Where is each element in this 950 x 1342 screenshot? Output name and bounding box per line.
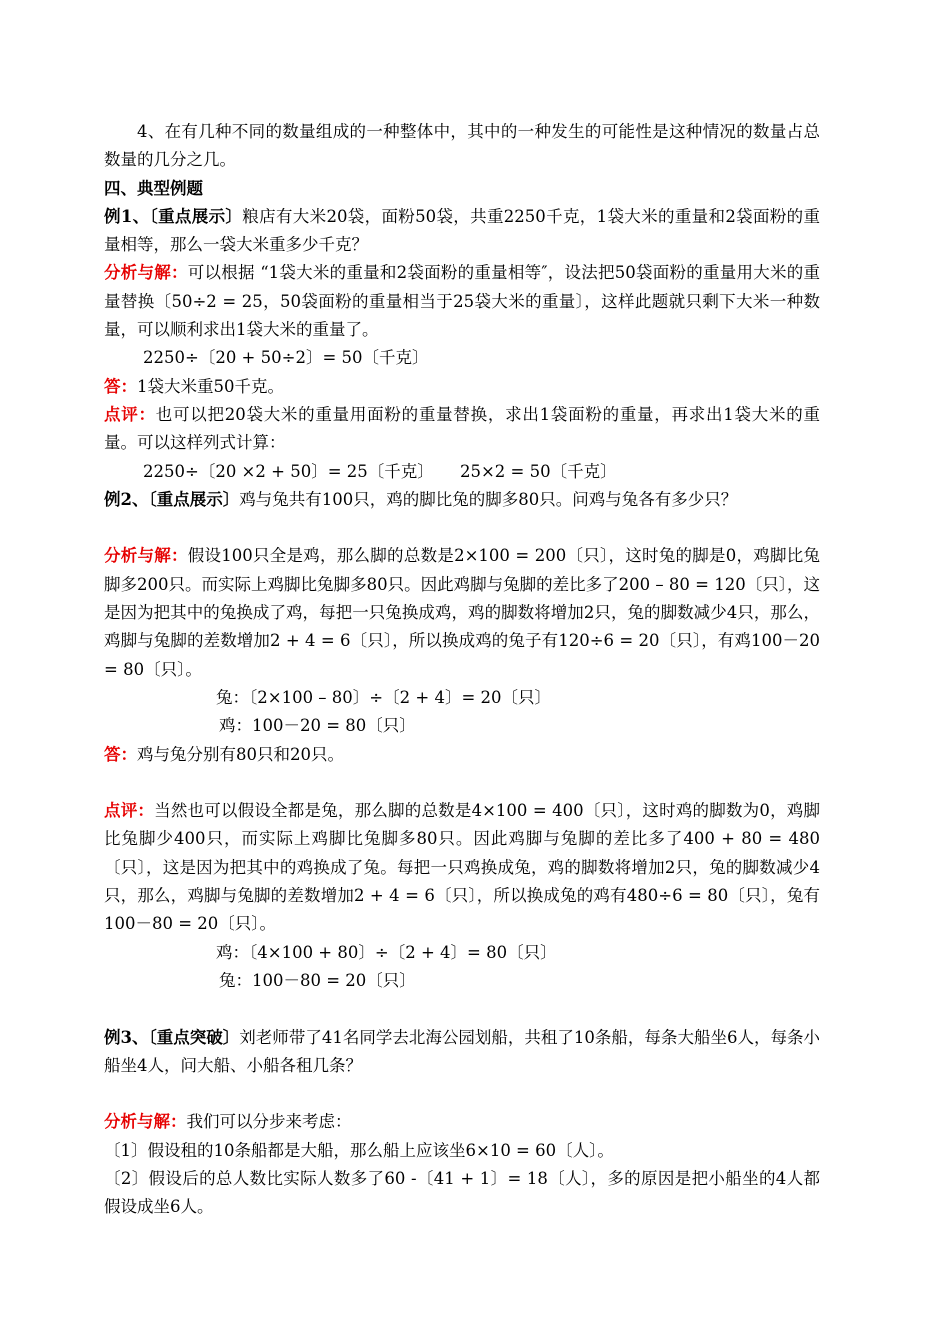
comment-label: 点评： xyxy=(104,404,156,424)
answer-text: 鸡与兔分别有80只和20只。 xyxy=(137,744,344,764)
analysis-text: 可以根据 “1袋大米的重量和2袋面粉的重量相等″，设法把50袋面粉的重量用大米的重量替换〔50÷2 = 25，50袋面粉的重量相当于25袋大米的重量〕，这样此题就只剩下大米一种数量，可以顺利求出1袋大米的重量了。 xyxy=(104,263,821,340)
analysis-label: 分析与解： xyxy=(104,263,188,283)
section-heading: 四、典型例题 xyxy=(104,178,203,198)
example-3-question xyxy=(104,1024,820,1081)
paragraph-probability: 4、在有几种不同的数量组成的一种整体中，其中的一种发生的可能性是这种情况的数量占总数量的几分之几。 xyxy=(104,122,820,170)
example-1-formula-2: 2250÷〔20 ×2 + 50〕= 25〔千克〕 25×2 = 50〔千克〕 xyxy=(143,461,617,481)
comment-text: 也可以把20袋大米的重量用面粉的重量替换，求出1袋面粉的重量，再求出1袋大米的重量。可以这样列式计算： xyxy=(104,404,820,453)
example-1-text: 粮店有大米20袋，面粉50袋，共重2250千克，1袋大米的重量和2袋面粉的重量相等，那么一袋大米重多少千克？ xyxy=(104,206,820,255)
example-2-comment xyxy=(104,797,820,938)
example-1-question xyxy=(104,203,820,260)
example-1-answer xyxy=(104,373,820,401)
example-2-formula-1: 兔：〔2×100 – 80〕÷〔2 + 4〕= 20〔只〕 xyxy=(216,687,552,707)
analysis-label: 分析与解： xyxy=(104,1112,187,1132)
example-2-formula-2: 鸡：100－20 = 80〔只〕 xyxy=(219,716,416,736)
answer-label: 答： xyxy=(104,744,137,764)
example-3-label: 例3、〔重点突破〕 xyxy=(104,1027,240,1047)
example-2-formula-4: 兔：100－80 = 20〔只〕 xyxy=(219,970,416,990)
example-3-step-1: 〔1〕假设租的10条船都是大船，那么船上应该坐6×10 = 60〔人〕。 xyxy=(104,1140,614,1160)
answer-text: 1袋大米重50千克。 xyxy=(137,376,284,396)
example-1-label: 例1、〔重点展示〕 xyxy=(104,206,243,226)
answer-label: 答： xyxy=(104,376,137,396)
example-2-text: 鸡与兔共有100只，鸡的脚比兔的脚多80只。问鸡与兔各有多少只？ xyxy=(239,489,738,509)
example-1-comment xyxy=(104,401,820,458)
example-2-analysis xyxy=(104,542,820,683)
analysis-text: 假设100只全是鸡，那么脚的总数是2×100 = 200〔只〕，这时兔的脚是0，鸡脚比兔脚多200只。而实际上鸡脚比兔脚多80只。因此鸡脚与兔脚的差比多了200 – 80 = 120〔只〕，这是因为把其中的兔换成了鸡，每把一只兔换成鸡，鸡的脚数将增加2只，兔的脚数减少4只，那么，鸡脚与兔脚的差数增加2 + 4 = 6〔只〕，所以换成鸡的兔子有120÷6 = 20〔只〕，有鸡100－20 = 80〔只〕。 xyxy=(104,546,821,679)
comment-label: 点评： xyxy=(104,801,155,821)
blank-line xyxy=(104,995,820,1023)
document-page xyxy=(104,118,820,1222)
example-1-analysis xyxy=(104,259,820,344)
example-1-formula: 2250÷〔20 + 50÷2〕= 50〔千克〕 xyxy=(143,348,429,368)
blank-line xyxy=(104,769,820,797)
analysis-label: 分析与解： xyxy=(104,546,188,566)
blank-line xyxy=(104,514,820,542)
example-3-analysis xyxy=(104,1108,820,1136)
comment-text: 当然也可以假设全都是兔，那么脚的总数是4×100 = 400〔只〕，这时鸡的脚数为0，鸡脚比兔脚少400只，而实际上鸡脚比兔脚多80只。因此鸡脚与兔脚的差比多了400 + 80 = 480〔只〕，这是因为把其中的鸡换成了兔。每把一只鸡换成兔，鸡的脚数将增加2只，兔的脚数减少4只，那么，鸡脚与兔脚的差数增加2 + 4 = 6〔只〕，所以换成兔的鸡有480÷6 = 80〔只〕，兔有100－80 = 20〔只〕。 xyxy=(104,801,820,934)
example-3-text: 刘老师带了41名同学去北海公园划船，共租了10条船，每条大船坐6人，每条小船坐4人，问大船、小船各租几条？ xyxy=(104,1027,820,1075)
analysis-text: 我们可以分步来考虑： xyxy=(186,1112,352,1132)
blank-line xyxy=(104,1080,820,1108)
example-3-step-2: 〔2〕假设后的总人数比实际人数多了60 -〔41 + 1〕= 18〔人〕，多的原因是把小船坐的4人都假设成坐6人。 xyxy=(104,1168,820,1217)
example-2-label: 例2、〔重点展示〕 xyxy=(104,489,240,509)
example-2-question xyxy=(104,486,820,514)
example-2-formula-3: 鸡：〔4×100 + 80〕÷〔2 + 4〕= 80〔只〕 xyxy=(216,942,557,962)
example-2-answer xyxy=(104,741,820,769)
